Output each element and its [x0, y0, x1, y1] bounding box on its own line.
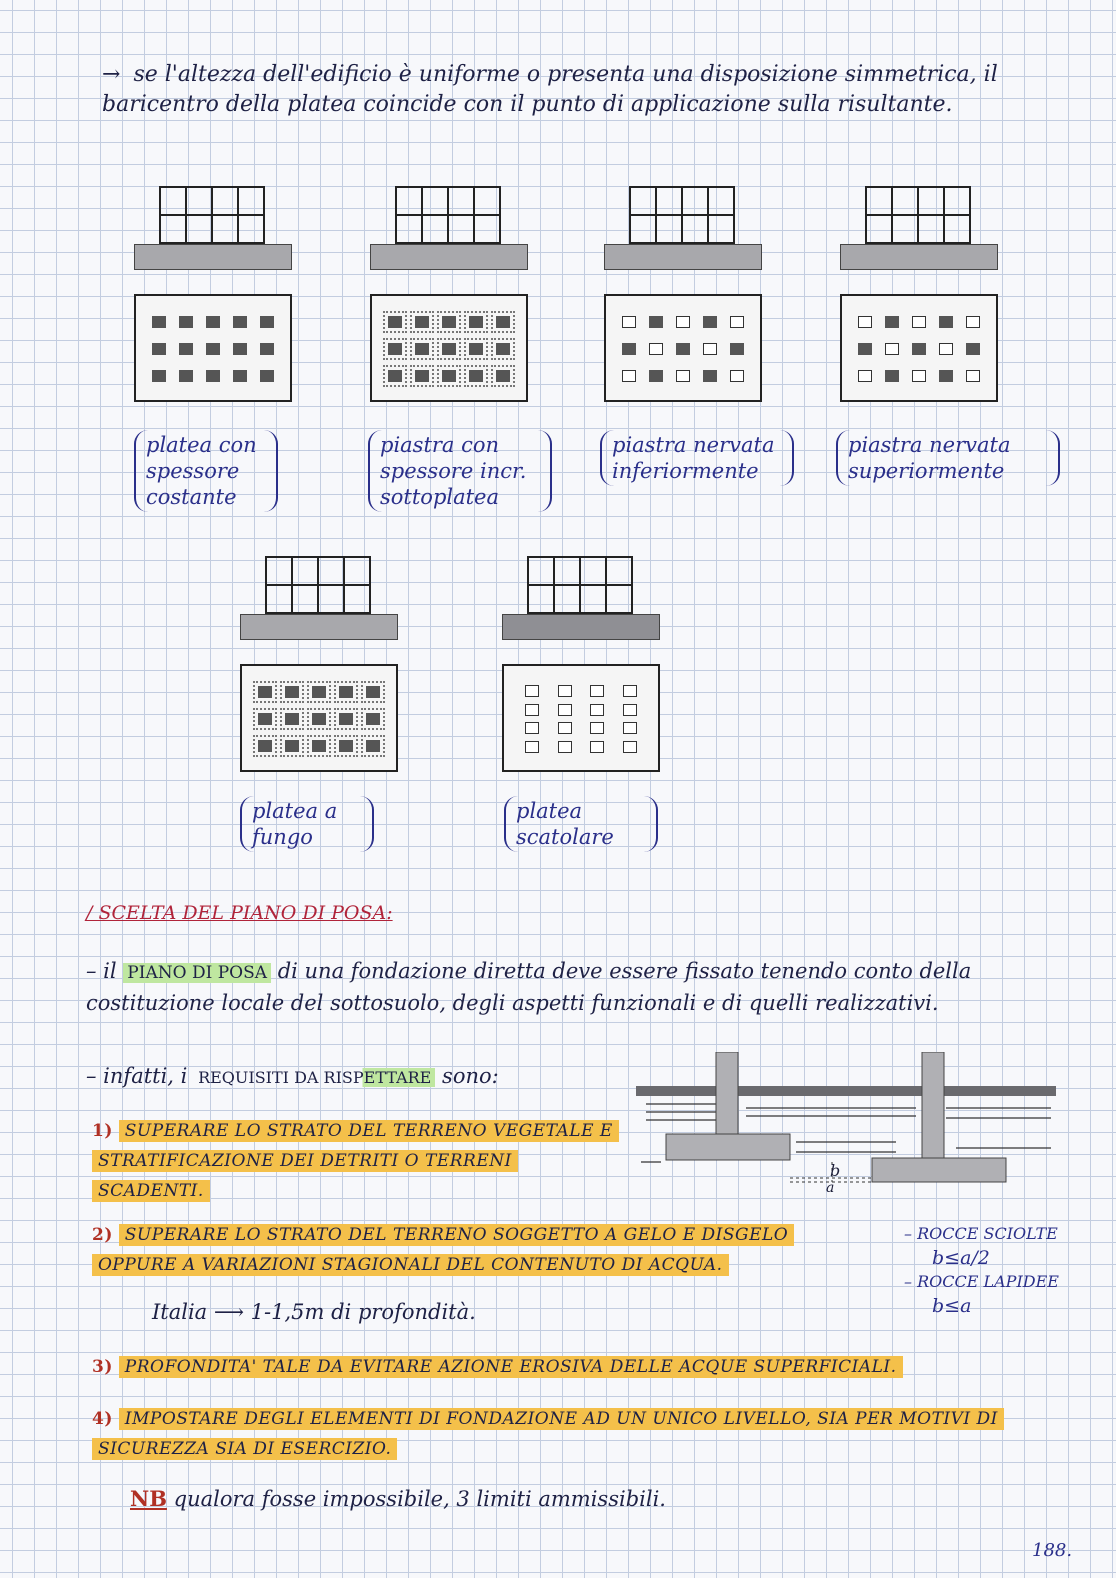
- requirement-text: SUPERARE LO STRATO DEL TERRENO VEGETALE E STRATIFICAZIONE DEI DETRITI O TERRENI SCADENTI.: [92, 1120, 619, 1202]
- nb-text: qualora fosse impossibile, 3 limiti ammissibili.: [173, 1487, 666, 1511]
- nb-note: [130, 1486, 666, 1511]
- caption-1: platea con spessore costante: [134, 430, 278, 512]
- plan-view: [134, 294, 292, 402]
- nb-label: NB: [130, 1486, 167, 1511]
- requirement-number: 3): [92, 1357, 113, 1377]
- foundation-slab: [134, 244, 292, 270]
- diagram-incr-thickness: [370, 186, 530, 406]
- diagram-constant-thickness: [134, 186, 294, 406]
- frame-structure: [527, 556, 633, 614]
- p1-rest: di una fondazione diretta deve essere fissato tenendo conto della costituzione locale del sottosuolo, degli aspetti funzionali e di quelli realizzativi.: [86, 959, 972, 1015]
- frame-structure: [865, 186, 971, 244]
- paragraph-piano-di-posa: [86, 956, 1076, 1018]
- arrow-icon: →: [102, 62, 121, 87]
- caption-4: piastra nervata superiormente: [836, 430, 1060, 486]
- requirement-2: [92, 1220, 852, 1280]
- label-a: a: [826, 1180, 835, 1192]
- frame-structure: [395, 186, 501, 244]
- requirement-number: 4): [92, 1409, 113, 1429]
- diagram-ribbed-upper: [840, 186, 1000, 406]
- intro-paragraph: [102, 60, 1062, 120]
- note-loose-rule: b≤a/2: [932, 1247, 990, 1269]
- foundation-slab: [370, 244, 528, 270]
- requirement-text: IMPOSTARE DEGLI ELEMENTI DI FONDAZIONE AD UN UNICO LIVELLO, SIA PER MOTIVI DI SICUREZZA SIA DI ESERCIZIO.: [92, 1408, 1004, 1460]
- foundation-section-figure: [636, 1052, 1056, 1192]
- p1-prefix: – il: [86, 959, 117, 983]
- caption-6: platea scatolare: [504, 796, 658, 852]
- caption-5: platea a fungo: [240, 796, 374, 852]
- requirement-4: [92, 1404, 1052, 1464]
- plan-view: [604, 294, 762, 402]
- diagram-mushroom: [240, 556, 400, 776]
- p2-prefix: – infatti, i: [86, 1064, 188, 1088]
- requirement-text: SUPERARE LO STRATO DEL TERRENO SOGGETTO A GELO E DISGELO OPPURE A VARIAZIONI STAGIONALI DEL CONTENUTO DI ACQUA.: [92, 1224, 794, 1276]
- foundation-slab: [240, 614, 398, 640]
- label-b: b: [830, 1161, 841, 1180]
- paragraph-requisiti: [86, 1064, 499, 1088]
- requirement-number: 1): [92, 1121, 113, 1141]
- diagram-ribbed-lower: [604, 186, 764, 406]
- foundation-slab: [502, 614, 660, 640]
- frame-structure: [265, 556, 371, 614]
- rock-notes: [904, 1222, 1059, 1318]
- intro-text: se l'altezza dell'edificio è uniforme o presenta una disposizione simmetrica, il baricentro della platea coincide con il punto di applicazione sulla risultante.: [102, 62, 998, 117]
- plan-view: [370, 294, 528, 402]
- section-title: / SCELTA DEL PIANO DI POSA:: [86, 902, 393, 924]
- caption-2: piastra con spessore incr. sottoplatea: [368, 430, 552, 512]
- requirement-text: PROFONDITA' TALE DA EVITARE AZIONE EROSIVA DELLE ACQUE SUPERFICIALI.: [119, 1356, 903, 1378]
- p2-highlight: REQUISITI DA RISPETTARE: [194, 1068, 435, 1087]
- diagram-box: [502, 556, 662, 776]
- note-solid-rule: b≤a: [932, 1295, 972, 1317]
- plan-view: [502, 664, 660, 772]
- requirement-3: [92, 1352, 992, 1382]
- caption-3: piastra nervata inferiormente: [600, 430, 794, 486]
- note-solid-rocks: – ROCCE LAPIDEE: [904, 1272, 1059, 1291]
- plan-view: [840, 294, 998, 402]
- frame-structure: [629, 186, 735, 244]
- requirement-1: [92, 1116, 622, 1206]
- p2-rest: sono:: [442, 1064, 499, 1088]
- foundation-slab: [604, 244, 762, 270]
- p1-highlight: PIANO DI POSA: [123, 963, 271, 983]
- page-number: 188.: [1032, 1540, 1073, 1561]
- frame-structure: [159, 186, 265, 244]
- requirement-number: 2): [92, 1225, 113, 1245]
- italia-depth: Italia ⟶ 1-1,5m di profondità.: [152, 1300, 476, 1324]
- note-loose-rocks: – ROCCE SCIOLTE: [904, 1224, 1058, 1243]
- foundation-slab: [840, 244, 998, 270]
- plan-view: [240, 664, 398, 772]
